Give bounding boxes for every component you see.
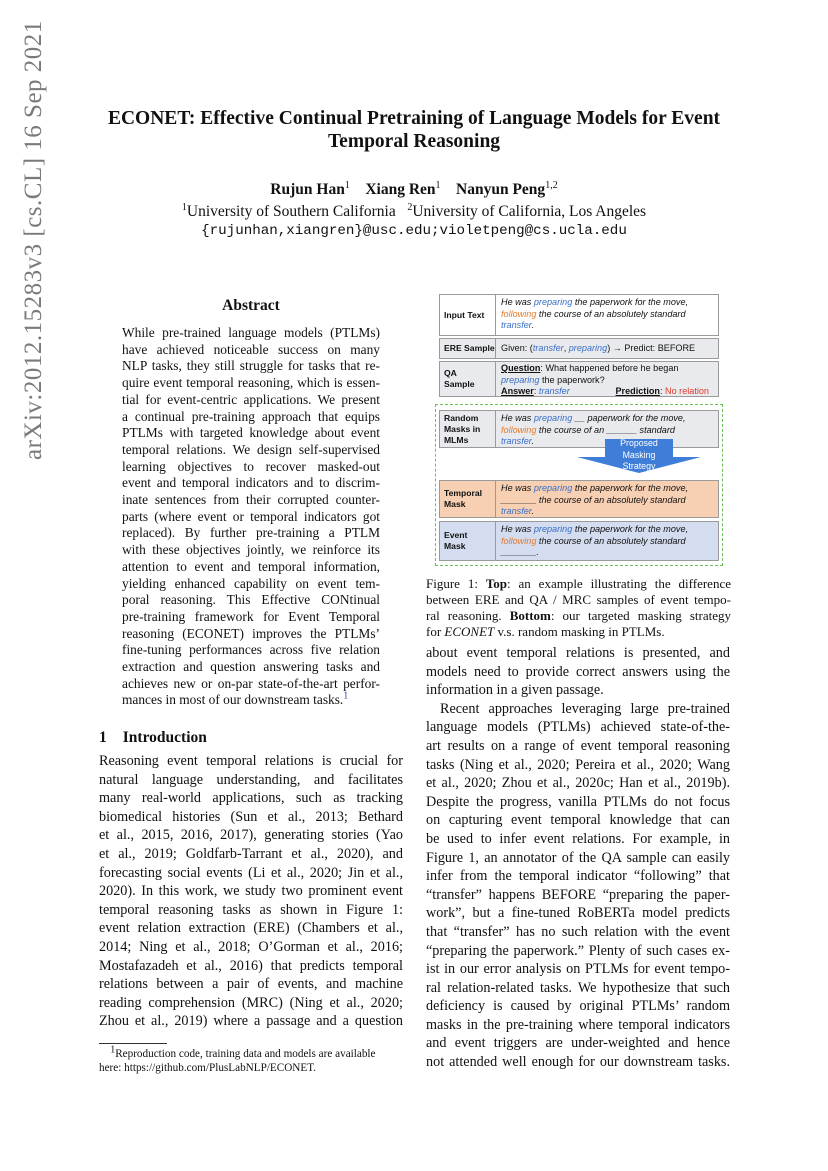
label-part: QA: [444, 368, 457, 378]
label-part: MLMs: [444, 434, 469, 445]
footnote: [99, 1044, 405, 1075]
event-word-transfer: transfer: [501, 320, 532, 331]
caption-line: [426, 608, 731, 624]
abstract-line: yielding enhanced capability on event tem-: [122, 575, 380, 591]
right-column-body: [426, 644, 730, 1072]
abstract-line: parts (where event or temporal indicators got: [122, 508, 380, 524]
event-word-preparing: preparing: [501, 374, 540, 385]
body-line: language models (PTLMs) achieved state-of-the-: [426, 719, 730, 736]
qa-sample-text: [501, 363, 715, 398]
abstract-line: event and temporal indicators and to discrim-: [122, 475, 380, 491]
arrow-label: [577, 438, 701, 473]
text-seg: He was: [501, 483, 534, 493]
body-line: about event temporal relations is presented, and: [426, 645, 730, 661]
temporal-word-following: following: [501, 424, 537, 435]
label-text: Input Text: [444, 309, 485, 320]
text-seg: the course of an absolutely standard: [536, 494, 686, 505]
event-word-preparing: preparing: [533, 297, 573, 307]
intro-line: Reasoning event temporal relations is crucial for: [99, 753, 403, 769]
body-line: models need to provide correct answers using the: [426, 663, 730, 680]
text-seg: ral reasoning.: [426, 608, 510, 623]
temporal-word-following: following: [501, 535, 537, 546]
footnote-text-1: Reproduction code, training data and models are available: [115, 1048, 376, 1060]
intro-line: Zhou et al., 2019) where a passage and a question: [99, 1013, 403, 1030]
author-emails[interactable]: {rujunhan,xiangren}@usc.edu;violetpeng@cs.ucla.edu: [201, 223, 627, 239]
event-word-preparing: preparing: [533, 524, 573, 534]
paper-title: [90, 107, 738, 153]
text-seg: He was: [501, 524, 534, 534]
text-seg: : our targeted masking strategy: [550, 608, 731, 623]
text-seg: __ paperwork for the move,: [572, 413, 686, 423]
affiliation-1: University of Southern California: [186, 203, 396, 220]
text-seg: the course of an ______ standard: [536, 424, 675, 435]
caption-italic: ECONET: [444, 624, 495, 639]
text-seg: He was: [501, 297, 534, 307]
section-title: Introduction: [122, 729, 207, 746]
event-word-preparing: preparing: [568, 343, 608, 353]
arrow-label-line: Strategy: [622, 461, 656, 471]
question-label: Question: [501, 363, 541, 373]
text-seg: :: [533, 386, 539, 397]
intro-line: 2014; Ning et al., 2018; O’Gorman et al., 2016;: [99, 938, 403, 955]
arrow-label-line: Masking: [622, 449, 656, 460]
temporal-mask-sentence: [501, 483, 715, 518]
intro-line: temporal reasoning tasks as shown in Figure 1:: [99, 901, 403, 918]
label-part: Mask: [444, 541, 466, 551]
abstract-line: achieves new or on-par state-of-the-art perfor-: [122, 675, 380, 691]
label-text: [444, 368, 475, 390]
affiliations: [90, 203, 738, 221]
intro-line: 2020). In this work, we study two prominent event: [99, 883, 403, 900]
prediction-label: Prediction: [615, 386, 660, 397]
abstract-line: a continual pre-training approach that equips: [122, 408, 380, 424]
abstract-line: learning objectives to recover masked-out: [122, 458, 380, 474]
text-seg: .: [536, 547, 539, 558]
row-label-ere-sample: [440, 339, 496, 358]
intro-line: et al., 2019; Goldfarb-Tarrant et al., 2020), and: [99, 845, 403, 862]
abstract-body: [122, 325, 380, 709]
row-label-qa-sample: [440, 362, 496, 396]
label-part: Mask: [444, 499, 466, 509]
arrow-label-line: Proposed: [620, 438, 658, 448]
figure-1: [439, 294, 719, 566]
event-mask-sentence: [501, 524, 715, 559]
label-part: Masks in: [444, 423, 481, 434]
body-line: ral relation-related tasks. We hypothesize that such: [426, 979, 730, 996]
text-seg: the paperwork for the move,: [572, 297, 689, 307]
abstract-last-line: mances in most of our downstream tasks.: [122, 692, 344, 708]
body-line: Recent approaches leveraging large pre-trained: [440, 700, 730, 717]
intro-line: et al., 2015, 2016, 2017), generating stories (Yao: [99, 827, 403, 844]
author-1: Rujun Han: [270, 181, 345, 198]
temporal-word-following: following: [501, 308, 537, 319]
text-seg: ) → Predict: BEFORE: [607, 343, 696, 353]
input-text-sentence: [501, 297, 715, 332]
abstract-line: temporal relations. We design self-supervised: [122, 441, 380, 457]
abstract-line: attention to event and temporal information,: [122, 558, 380, 574]
figure-row-ere-sample: [439, 338, 719, 359]
title-line-1: ECONET: Effective Continual Pretraining of Language Models for Event: [107, 108, 721, 129]
label-part: Event: [444, 530, 468, 540]
text-seg: the paperwork?: [539, 374, 605, 385]
row-label-random-masks: [440, 411, 496, 447]
affiliation-2: University of California, Los Angeles: [412, 203, 647, 220]
body-line: tasks (Ning et al., 2020; Pereira et al., 2020; Wang: [426, 756, 730, 773]
body-line: deficiency is caused by original PTLMs’ random: [426, 998, 730, 1015]
intro-line: natural language understanding, and facilitates: [99, 771, 403, 788]
event-word-transfer: transfer: [501, 506, 532, 517]
row-label-event-mask: [440, 522, 496, 560]
text-seg: v.s. random masking in PTLMs.: [494, 624, 665, 639]
label-text: [444, 413, 480, 446]
author-2: Xiang Ren: [365, 181, 436, 198]
abstract-line: fine-tuning performances across five relation: [122, 642, 380, 658]
text-seg: the paperwork for the move,: [572, 483, 689, 493]
footnote-line-1: [99, 1044, 405, 1061]
body-line: and event triggers are under-weighted and hence: [426, 1035, 730, 1052]
event-word-transfer: transfer: [532, 343, 564, 353]
event-word-preparing: preparing: [533, 483, 573, 493]
figure-row-qa-sample: [439, 361, 719, 397]
text-seg: He was: [501, 413, 534, 423]
body-line: “transfer” happens BEFORE “preparing the paper-: [426, 886, 730, 903]
author-list: [90, 181, 738, 199]
affiliation-1-sup: 1: [181, 201, 187, 213]
introduction-body: [99, 752, 403, 1031]
event-word-transfer: transfer: [501, 436, 532, 447]
ere-sample-text: [501, 343, 715, 355]
abstract-line: with these objectives jointly, we reinforce its: [122, 542, 380, 558]
event-mask-blank: _______: [501, 547, 537, 558]
label-text: [444, 488, 482, 510]
text-seg: .: [531, 320, 535, 331]
text-seg: Figure 1:: [426, 576, 486, 591]
prediction-value: No relation: [665, 386, 709, 397]
body-line: Figure 1, an annotator of the QA sample can easily: [426, 849, 730, 866]
author-1-sup: 1: [344, 179, 350, 191]
body-line: masks in the pre-training where temporal indicators: [426, 1016, 730, 1033]
body-line: on capturing event temporal knowledge that can: [426, 812, 730, 829]
footnote-line-2[interactable]: here: https://github.com/PlusLabNLP/ECONET.: [99, 1062, 316, 1074]
body-line: work”, but a fine-tuned RoBERTa model predicts: [426, 905, 730, 922]
intro-line: relations between a pair of events, and machine: [99, 976, 403, 993]
abstract-line: extraction and question answering tasks and: [122, 659, 380, 675]
footnote-ref[interactable]: 1: [343, 691, 349, 702]
label-part: Random: [444, 412, 479, 423]
text-seg: :: [659, 386, 666, 397]
abstract-line: inate sentences from their corrupted counter-: [122, 492, 380, 508]
caption-line: [426, 624, 731, 640]
text-seg: ,: [563, 343, 569, 353]
answer-label: Answer: [501, 386, 534, 397]
caption-bold: Bottom: [509, 608, 551, 623]
abstract-heading: Abstract: [222, 297, 280, 314]
body-line: information in a given passage.: [426, 682, 604, 699]
abstract-line: While pre-trained language models (PTLMs): [122, 325, 380, 340]
author-3: Nanyun Peng: [456, 181, 546, 198]
figure-row-event-mask: [439, 521, 719, 561]
abstract-line: replaced). By further pre-training a PTLM: [122, 525, 380, 541]
body-line: et al., 2020; Zhou et al., 2020c; Han et al., 2019b).: [426, 775, 730, 792]
abstract-line: NLP tasks, they still struggle for tasks that re-: [122, 358, 380, 374]
caption-line: between ERE and QA / MRC samples of event tempo-: [426, 592, 731, 607]
intro-line: event relation extraction (ERE) (Chambers et al.,: [99, 920, 403, 937]
abstract-line: pre-training framework for Event Temporal: [122, 608, 380, 624]
intro-line: biomedical histories (Sun et al., 2013; Bethard: [99, 808, 403, 825]
prediction-group: [615, 386, 709, 398]
text-seg: : What happened before he began: [540, 363, 679, 373]
row-label-temporal-mask: [440, 481, 496, 517]
affiliation-2-sup: 2: [407, 201, 413, 213]
intro-line: reading comprehension (MRC) (Ning et al., 2020;: [99, 994, 403, 1011]
text-seg: Given: (: [501, 343, 533, 353]
body-line: ist in our error analysis on PTLMs for event tempo-: [426, 961, 730, 978]
text-seg: the course of an absolutely standard: [536, 308, 686, 319]
abstract-line: have achieved noticeable success on many: [122, 341, 380, 357]
figure-caption: [426, 576, 731, 640]
figure-row-input-text: [439, 294, 719, 336]
body-line: “preparing the paperwork.” Plenty of such cases ex-: [426, 942, 730, 959]
label-part: Temporal: [444, 488, 483, 498]
body-line: infer from the temporal indicator “following” that: [426, 868, 730, 885]
row-label-input-text: [440, 295, 496, 335]
body-line: be used to infer event relations. For example, in: [426, 830, 730, 847]
text-seg: .: [531, 506, 535, 517]
text-seg: for: [426, 624, 445, 639]
abstract-line: poral reasoning. This Effective CONtinual: [122, 592, 380, 608]
body-line: Despite the progress, vanilla PTLMs do not focus: [426, 793, 730, 810]
label-text: ERE Sample: [444, 343, 495, 353]
event-word-preparing: preparing: [533, 413, 573, 423]
body-line: art results on a range of event temporal reasoning: [426, 737, 730, 754]
footnote-mark: 1: [110, 1044, 116, 1056]
intro-line: many real-world applications, such as tracking: [99, 790, 403, 807]
body-line: not attended well enough for our downstream tasks.: [426, 1054, 730, 1071]
section-heading-introduction: [99, 729, 207, 747]
temporal-mask-blank: _______: [501, 494, 537, 505]
abstract-line: reasoning (ECONET) improves the PTLMs’: [122, 625, 380, 641]
text-seg: the paperwork for the move,: [572, 524, 689, 534]
text-seg: the course of an absolutely standard: [536, 535, 686, 546]
answer-value: transfer: [538, 386, 570, 397]
intro-line: Mostafazadeh et al., 2016) that predicts temporal: [99, 957, 403, 974]
label-text: [444, 530, 467, 552]
author-2-sup: 1: [435, 179, 441, 191]
section-number: 1: [99, 729, 107, 746]
text-seg: .: [531, 436, 535, 447]
text-seg: : an example illustrating the difference: [507, 576, 731, 591]
abstract-line: [122, 692, 380, 709]
arxiv-identifier: arXiv:2012.15283v3 [cs.CL] 16 Sep 2021: [20, 20, 47, 460]
figure-row-temporal-mask: [439, 480, 719, 518]
intro-line: forecasting social events (Li et al., 2020; Jin et al.,: [99, 864, 403, 881]
author-3-sup: 1,2: [545, 179, 558, 191]
body-line: that “transfer” has no such relation with the event: [426, 923, 730, 940]
title-line-2: Temporal Reasoning: [327, 131, 501, 152]
abstract-line: PTLMs with targeted knowledge about event: [122, 425, 380, 441]
abstract-line: tial for event-centric applications. We present: [122, 391, 380, 407]
label-part: Sample: [444, 379, 475, 389]
caption-bold: Top: [485, 576, 508, 591]
caption-line: [426, 576, 731, 592]
abstract-line: quire event temporal reasoning, which is essen-: [122, 375, 380, 391]
